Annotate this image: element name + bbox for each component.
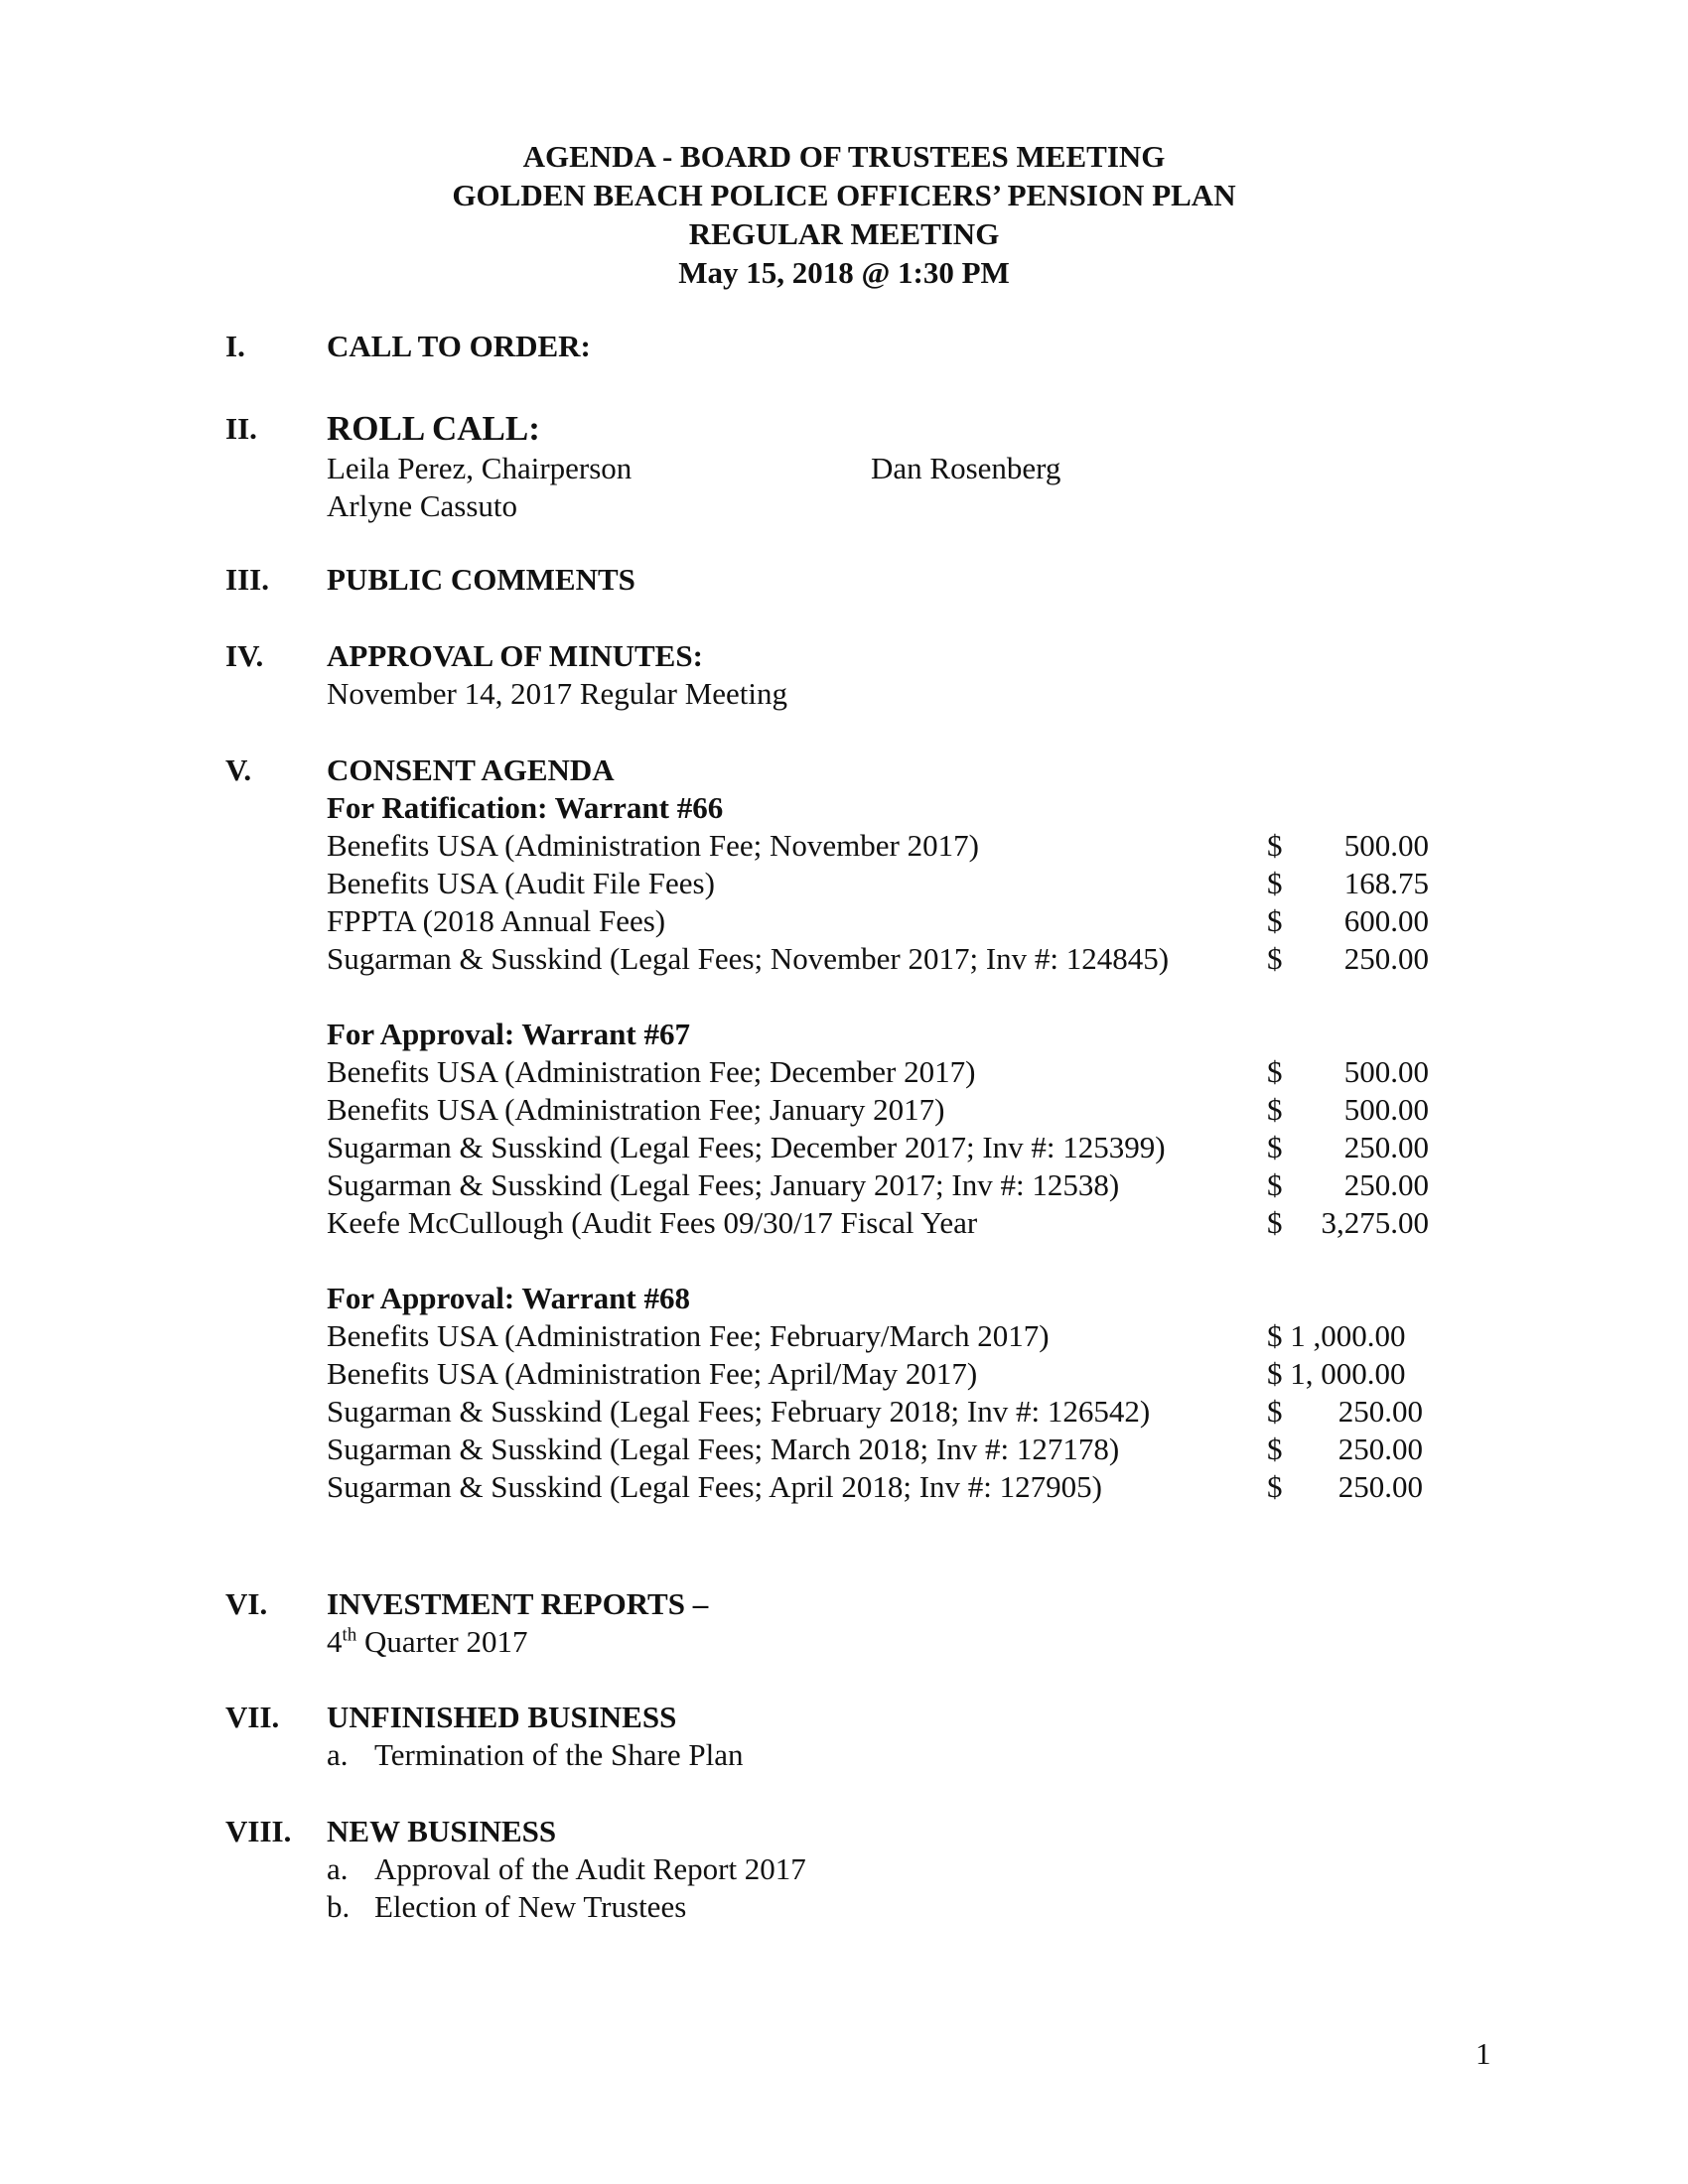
- warrant-row: [327, 827, 1498, 865]
- item-letter: b.: [327, 1889, 351, 1924]
- warrant-row: [327, 1355, 1498, 1393]
- dollar-sign: $: [1267, 903, 1283, 938]
- member-name: Dan Rosenberg: [871, 451, 1061, 485]
- list-item: [327, 1850, 1498, 1888]
- row-description: Benefits USA (Administration Fee; January 2017): [327, 1092, 945, 1127]
- section-title: CONSENT AGENDA: [327, 752, 615, 787]
- warrant-row: [327, 1091, 1498, 1129]
- row-description: Sugarman & Susskind (Legal Fees; April 2018; Inv #: 127905): [327, 1469, 1102, 1504]
- row-description: Sugarman & Susskind (Legal Fees; December 2017; Inv #: 125399): [327, 1130, 1166, 1164]
- section-title: CALL TO ORDER:: [327, 329, 591, 363]
- row-description: Sugarman & Susskind (Legal Fees; March 2018; Inv #: 127178): [327, 1432, 1120, 1466]
- quarter-rest: Quarter 2017: [356, 1624, 528, 1659]
- row-description: Benefits USA (Administration Fee; November 2017): [327, 828, 979, 863]
- row-description: Sugarman & Susskind (Legal Fees; February 2018; Inv #: 126542): [327, 1394, 1151, 1429]
- section-number: III.: [225, 562, 269, 597]
- row-description: Benefits USA (Administration Fee; February/March 2017): [327, 1318, 1050, 1353]
- dollar-sign: $: [1267, 1167, 1283, 1202]
- header-line-3: REGULAR MEETING: [688, 216, 1000, 251]
- item-letter: a.: [327, 1851, 349, 1886]
- row-amount: 500.00: [1343, 1092, 1429, 1127]
- page-number: 1: [1476, 2036, 1491, 2071]
- dollar-sign: $: [1267, 1054, 1283, 1089]
- roll-call-members: [327, 450, 1498, 525]
- section-number: VI.: [225, 1586, 268, 1621]
- warrant-67: [327, 1016, 1498, 1242]
- row-description: Benefits USA (Administration Fee; December 2017): [327, 1054, 976, 1089]
- header-line-1: AGENDA - BOARD OF TRUSTEES MEETING: [522, 139, 1166, 174]
- row-amount: 250.00: [1337, 1432, 1423, 1466]
- section-title: ROLL CALL:: [327, 409, 540, 448]
- warrant-row: [327, 1393, 1498, 1431]
- row-description: FPPTA (2018 Annual Fees): [327, 903, 666, 938]
- item-text: Election of New Trustees: [374, 1889, 687, 1924]
- member-name: Arlyne Cassuto: [327, 488, 518, 523]
- list-item: [327, 1736, 1498, 1774]
- dollar-sign: $: [1267, 1469, 1283, 1504]
- row-amount: 3,275.00: [1321, 1205, 1429, 1240]
- section-number: II.: [225, 411, 257, 446]
- section-number: VII.: [225, 1700, 280, 1734]
- row-amount: 600.00: [1343, 903, 1429, 938]
- quarter-ordinal: th: [342, 1624, 357, 1646]
- warrant-row: [327, 1317, 1498, 1355]
- row-amount: 250.00: [1337, 1469, 1423, 1504]
- warrant-68: [327, 1280, 1498, 1506]
- warrant-row: [327, 865, 1498, 902]
- section-title: PUBLIC COMMENTS: [327, 562, 635, 597]
- row-amount: 250.00: [1343, 1130, 1429, 1164]
- item-text: Termination of the Share Plan: [374, 1737, 744, 1772]
- dollar-sign: $: [1267, 1092, 1283, 1127]
- warrant-row: [327, 1204, 1498, 1242]
- row-description: Sugarman & Susskind (Legal Fees; January 2017; Inv #: 12538): [327, 1167, 1120, 1202]
- warrant-66: [327, 789, 1498, 978]
- warrant-row: [327, 940, 1498, 978]
- dollar-sign: $: [1267, 1432, 1283, 1466]
- row-description: Benefits USA (Audit File Fees): [327, 866, 715, 900]
- row-amount: 250.00: [1337, 1394, 1423, 1429]
- section-title: APPROVAL OF MINUTES:: [327, 638, 703, 673]
- quarter-label: [327, 1623, 1498, 1661]
- item-text: Approval of the Audit Report 2017: [374, 1851, 806, 1886]
- section-number: V.: [225, 752, 252, 787]
- dollar-sign: $: [1267, 866, 1283, 900]
- section-title: INVESTMENT REPORTS –: [327, 1586, 709, 1621]
- list-item: [327, 1888, 1498, 1926]
- row-description: Benefits USA (Administration Fee; April/May 2017): [327, 1356, 978, 1391]
- row-amount: 500.00: [1343, 828, 1429, 863]
- row-amount: 250.00: [1343, 941, 1429, 976]
- header-line-2: GOLDEN BEACH POLICE OFFICERS’ PENSION PLAN: [452, 178, 1236, 212]
- row-description: Sugarman & Susskind (Legal Fees; November 2017; Inv #: 124845): [327, 941, 1170, 976]
- section-number: I.: [225, 329, 245, 363]
- dollar-sign: $: [1267, 1205, 1283, 1240]
- section-number: VIII.: [225, 1814, 292, 1848]
- header-line-4: May 15, 2018 @ 1:30 PM: [678, 255, 1010, 290]
- dollar-sign: $: [1267, 1130, 1283, 1164]
- item-letter: a.: [327, 1737, 349, 1772]
- row-amount: 168.75: [1343, 866, 1429, 900]
- quarter-number: 4: [327, 1624, 343, 1659]
- row-description: Keefe McCullough (Audit Fees 09/30/17 Fiscal Year: [327, 1205, 978, 1240]
- dollar-sign: $: [1267, 941, 1283, 976]
- row-amount: 250.00: [1343, 1167, 1429, 1202]
- warrant-row: [327, 1431, 1498, 1468]
- agenda-header: [0, 137, 1688, 292]
- section-title: NEW BUSINESS: [327, 1814, 557, 1848]
- row-amount: $ 1 ,000.00: [1267, 1318, 1406, 1353]
- warrant-row: [327, 902, 1498, 940]
- warrant-title: For Approval: Warrant #68: [327, 1281, 690, 1315]
- warrant-title: For Ratification: Warrant #66: [327, 790, 724, 825]
- dollar-sign: $: [1267, 828, 1283, 863]
- row-amount: $ 1, 000.00: [1267, 1356, 1406, 1391]
- minutes-item: November 14, 2017 Regular Meeting: [327, 676, 788, 711]
- member-name: Leila Perez, Chairperson: [327, 451, 633, 485]
- section-number: IV.: [225, 638, 264, 673]
- warrant-row: [327, 1468, 1498, 1506]
- warrant-row: [327, 1166, 1498, 1204]
- warrant-row: [327, 1129, 1498, 1166]
- section-title: UNFINISHED BUSINESS: [327, 1700, 677, 1734]
- row-amount: 500.00: [1343, 1054, 1429, 1089]
- warrant-row: [327, 1053, 1498, 1091]
- dollar-sign: $: [1267, 1394, 1283, 1429]
- warrant-title: For Approval: Warrant #67: [327, 1017, 690, 1051]
